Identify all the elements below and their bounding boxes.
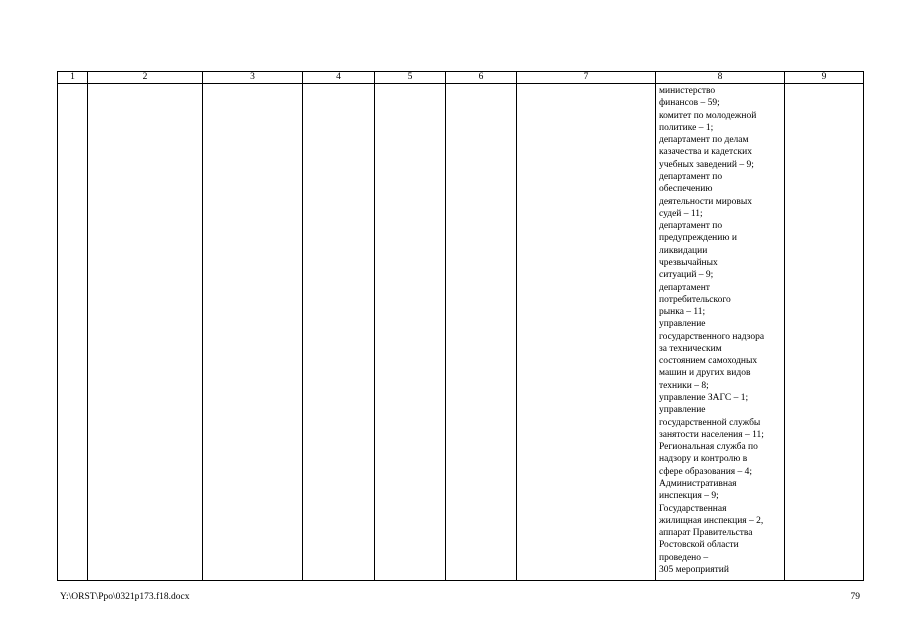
column-header-9: 9: [785, 72, 864, 84]
cell-col-8-line: департамент по: [659, 171, 723, 182]
cell-col-7: [517, 84, 656, 581]
cell-col-8-line: проведено –: [659, 552, 709, 563]
column-header-7: 7: [517, 72, 656, 84]
cell-col-8-line: машин и других видов: [659, 368, 751, 379]
cell-col-8-line: судей – 11;: [659, 208, 703, 219]
table-row: [58, 84, 864, 581]
cell-col-8-line: финансов – 59;: [659, 98, 720, 109]
cell-col-2: [88, 84, 203, 581]
cell-col-8-line: государственной службы: [659, 417, 761, 428]
cell-col-8-line: ликвидации: [659, 245, 708, 256]
cell-col-8-line: состоянием самоходных: [659, 356, 758, 367]
cell-col-8-line: государственного надзора: [659, 331, 765, 342]
cell-col-4: [303, 84, 375, 581]
cell-col-8-line: департамент по: [659, 221, 723, 232]
cell-col-8-line: техники – 8;: [659, 380, 709, 391]
cell-col-8-line: управление ЗАГС – 1;: [659, 393, 749, 404]
cell-col-8-line: деятельности мировых: [659, 196, 752, 207]
cell-col-8-line: занятости населения – 11;: [659, 429, 764, 440]
cell-col-1: [58, 84, 88, 581]
cell-col-8-line: Государственная: [659, 503, 727, 514]
column-header-8: 8: [656, 72, 785, 84]
cell-col-8-line: управление: [659, 319, 706, 330]
cell-col-9: [785, 84, 864, 581]
header-row: [58, 72, 864, 84]
column-header-1: 1: [58, 72, 88, 84]
cell-col-8-line: Ростовской области: [659, 540, 739, 551]
footer-file-path: Y:\ORST\Ppo\0321p173.f18.docx: [60, 592, 190, 602]
cell-col-8-line: сфере образования – 4;: [659, 466, 753, 477]
column-header-5: 5: [375, 72, 446, 84]
column-header-4: 4: [303, 72, 375, 84]
cell-col-8-line: управление: [659, 405, 706, 416]
data-table: [57, 71, 864, 581]
column-header-6: 6: [446, 72, 517, 84]
cell-col-8-line: аппарат Правительства: [659, 528, 753, 539]
cell-col-6: [446, 84, 517, 581]
cell-col-8-line: инспекция – 9;: [659, 491, 719, 502]
cell-col-8: [656, 84, 785, 581]
cell-col-8-line: министерство: [659, 86, 716, 96]
cell-col-8-line: обеспечению: [659, 184, 713, 195]
cell-col-8-line: Региональная служба по: [659, 442, 758, 453]
cell-col-5: [375, 84, 446, 581]
cell-col-8-line: казачества и кадетских: [659, 147, 752, 158]
cell-col-3: [203, 84, 303, 581]
cell-col-8-line: жилищная инспекция – 2,: [659, 515, 764, 526]
cell-col-8-line: комитет по молодежной: [659, 110, 757, 121]
cell-col-8-line: предупреждению и: [659, 233, 737, 244]
cell-col-8-line: надзору и контролю в: [659, 454, 748, 465]
column-header-2: 2: [88, 72, 203, 84]
cell-col-8-line: 305 мероприятий: [659, 564, 729, 575]
cell-col-8-line: чрезвычайных: [659, 257, 718, 268]
cell-col-8-line: политике – 1;: [659, 122, 714, 133]
cell-col-8-line: потребительского: [659, 294, 731, 305]
cell-col-8-line: ситуаций – 9;: [659, 270, 714, 281]
cell-col-8-line: департамент по делам: [659, 135, 749, 146]
cell-col-8-line: учебных заведений – 9;: [659, 159, 754, 170]
cell-col-8-text: [656, 84, 784, 576]
cell-col-8-line: за техническим: [659, 343, 722, 354]
cell-col-8-line: рынка – 11;: [659, 307, 706, 318]
footer-page-number: 79: [850, 592, 860, 602]
cell-col-8-line: департамент: [659, 282, 710, 293]
column-header-3: 3: [203, 72, 303, 84]
cell-col-8-line: Административная: [659, 479, 737, 489]
